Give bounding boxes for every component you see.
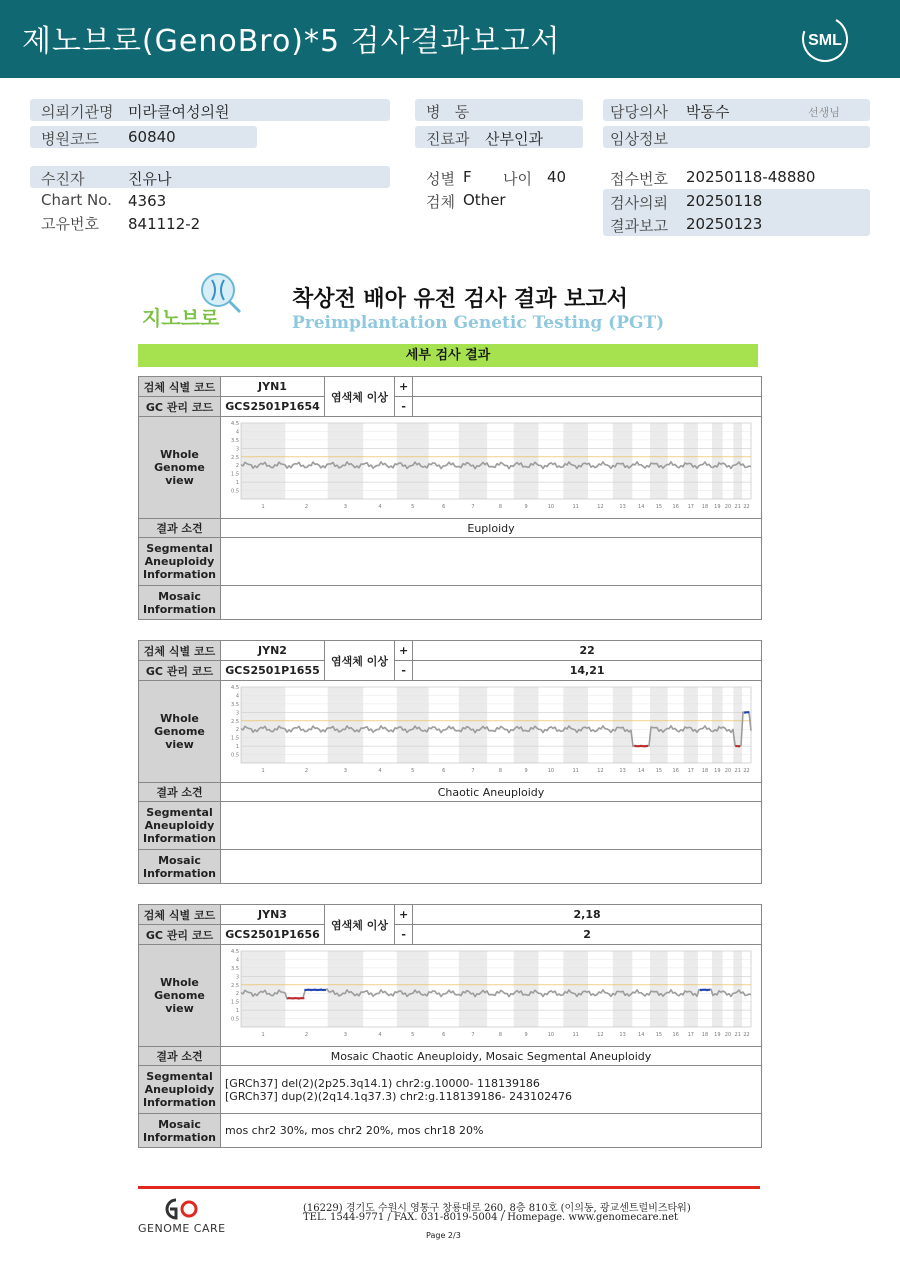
x-tick-label: 19 — [714, 768, 721, 774]
x-tick-label: 8 — [498, 504, 503, 510]
chromosome-band — [514, 423, 539, 499]
plus-value: 2,18 — [413, 905, 762, 925]
x-tick-label: 5 — [411, 1032, 415, 1038]
sample-table-2 — [138, 640, 762, 884]
genome-plot-3 — [225, 945, 757, 1043]
gc-code-value: GCS2501P1656 — [221, 925, 325, 945]
x-tick-label: 7 — [471, 1032, 475, 1038]
dept-label: 진료과 — [426, 130, 470, 148]
plus-label: + — [395, 905, 413, 925]
result-label: 결과 소견 — [139, 783, 221, 802]
chart-no-label: Chart No. — [41, 191, 112, 209]
mosaic-label: Mosaic Information — [139, 1114, 221, 1148]
x-tick-label: 9 — [524, 768, 528, 774]
y-tick-label: 3.5 — [231, 965, 239, 972]
genome-plot-cell — [221, 681, 762, 783]
doctor-label: 담당의사 — [610, 103, 668, 121]
plot-frame — [241, 423, 751, 499]
y-tick-label: 2 — [235, 463, 239, 470]
plus-label: + — [395, 641, 413, 661]
patient-name-label: 수진자 — [41, 170, 85, 188]
minus-value: 2 — [413, 925, 762, 945]
sample-code-value: JYN2 — [221, 641, 325, 661]
hospital-code-value: 60840 — [128, 128, 176, 146]
x-tick-label: 22 — [743, 768, 750, 774]
genome-plot-2 — [225, 681, 757, 779]
chromosome-band — [328, 423, 363, 499]
chromosome-band — [712, 423, 723, 499]
y-tick-label: 4 — [235, 429, 239, 436]
x-tick-label: 15 — [655, 504, 663, 510]
x-tick-label: 18 — [701, 768, 709, 774]
ward-label: 병 동 — [426, 103, 470, 121]
chromosome-band — [733, 687, 742, 763]
unique-id-label: 고유번호 — [41, 215, 99, 233]
x-tick-label: 14 — [638, 504, 645, 510]
footer-contact: TEL. 1544-9771 / FAX. 031-8019-5004 / Homepage. www.genomecare.net — [303, 1212, 679, 1223]
x-tick-label: 15 — [655, 1032, 663, 1038]
x-tick-label: 6 — [442, 1032, 446, 1038]
x-tick-label: 7 — [471, 504, 475, 510]
dept-value: 산부인과 — [485, 130, 543, 148]
receipt-value: 20250118-48880 — [686, 168, 816, 186]
x-tick-label: 2 — [304, 768, 309, 774]
y-tick-label: 4 — [235, 693, 239, 700]
genobro-logo-text: 지노브로 — [142, 306, 220, 330]
x-tick-label: 17 — [687, 768, 694, 774]
chromosome-band — [514, 951, 539, 1027]
y-tick-label: 0.5 — [231, 1016, 239, 1023]
x-tick-label: 9 — [524, 1032, 528, 1038]
x-tick-label: 7 — [471, 768, 475, 774]
x-tick-label: 10 — [547, 1032, 555, 1038]
institution-value: 미라클여성의원 — [128, 103, 230, 121]
institution-label: 의뢰기관명 — [41, 103, 114, 121]
segmental-label: Segmental Aneuploidy Information — [139, 802, 221, 850]
gc-code-label: GC 관리 코드 — [139, 661, 221, 681]
y-tick-label: 2.5 — [231, 718, 239, 725]
x-tick-label: 2 — [304, 504, 309, 510]
chromosome-band — [459, 687, 487, 763]
x-tick-label: 14 — [638, 1032, 645, 1038]
y-tick-label: 4 — [235, 957, 239, 964]
result-value: Mosaic Chaotic Aneuploidy, Mosaic Segmental Aneuploidy — [221, 1047, 762, 1066]
segmental-value — [221, 1066, 762, 1114]
chromosome-band — [241, 687, 285, 763]
age-label: 나이 — [503, 170, 532, 188]
chromosome-band — [684, 951, 698, 1027]
sml-logo-text: SML — [808, 32, 842, 49]
chromosome-band — [563, 423, 588, 499]
mosaic-label: Mosaic Information — [139, 850, 221, 884]
chromosome-band — [650, 687, 668, 763]
x-tick-label: 20 — [724, 504, 732, 510]
patient-name-value: 진유나 — [128, 170, 172, 188]
x-tick-label: 2 — [304, 1032, 309, 1038]
mosaic-value: mos chr2 30%, mos chr2 20%, mos chr18 20% — [221, 1114, 762, 1148]
x-tick-label: 8 — [498, 1032, 503, 1038]
specimen-label: 검체 — [426, 193, 455, 211]
x-tick-label: 1 — [261, 768, 265, 774]
x-tick-label: 10 — [547, 504, 555, 510]
y-tick-label: 1.5 — [231, 999, 239, 1006]
gc-code-label: GC 관리 코드 — [139, 397, 221, 417]
chrom-abn-label: 염색체 이상 — [325, 641, 395, 681]
gc-code-label: GC 관리 코드 — [139, 925, 221, 945]
x-tick-label: 4 — [378, 504, 382, 510]
header-bar — [0, 0, 900, 78]
x-tick-label: 9 — [524, 504, 528, 510]
chromosome-band — [241, 951, 285, 1027]
mosaic-value — [221, 586, 762, 620]
y-tick-label: 0.5 — [231, 488, 239, 495]
y-tick-label: 3 — [235, 710, 239, 717]
doctor-suffix: 선생님 — [808, 106, 840, 119]
y-tick-label: 4.5 — [231, 421, 239, 427]
sex-value: F — [463, 168, 472, 186]
x-tick-label: 12 — [597, 504, 604, 510]
chromosome-band — [241, 423, 285, 499]
genomecare-logo-icon — [160, 1196, 202, 1222]
chart-no-value: 4363 — [128, 192, 167, 210]
mosaic-value — [221, 850, 762, 884]
y-tick-label: 4.5 — [231, 685, 239, 691]
x-tick-label: 1 — [261, 504, 265, 510]
section-header: 세부 검사 결과 — [138, 344, 758, 367]
y-tick-label: 2.5 — [231, 454, 239, 461]
x-tick-label: 11 — [572, 1032, 579, 1038]
x-tick-label: 16 — [672, 504, 679, 510]
y-tick-label: 2 — [235, 991, 239, 998]
chromosome-band — [563, 687, 588, 763]
plus-value — [413, 377, 762, 397]
unique-id-value: 841112-2 — [128, 215, 201, 233]
genome-plot-cell — [221, 945, 762, 1047]
y-tick-label: 3 — [235, 974, 239, 981]
whole-genome-label: Whole Genome view — [139, 681, 221, 783]
x-tick-label: 6 — [442, 768, 446, 774]
x-tick-label: 22 — [743, 1032, 750, 1038]
report-title-kr: 착상전 배아 유전 검사 결과 보고서 — [292, 287, 628, 312]
sample-code-value: JYN1 — [221, 377, 325, 397]
y-tick-label: 4.5 — [231, 949, 239, 955]
footer-divider — [138, 1186, 760, 1189]
chromosome-band — [459, 423, 487, 499]
x-tick-label: 13 — [619, 504, 626, 510]
hospital-code-label: 병원코드 — [41, 130, 99, 148]
x-tick-label: 14 — [638, 768, 645, 774]
chromosome-band — [613, 423, 632, 499]
chromosome-band — [650, 423, 668, 499]
chromosome-band — [397, 423, 429, 499]
x-tick-label: 3 — [343, 768, 348, 774]
y-tick-label: 0.5 — [231, 752, 239, 759]
x-tick-label: 17 — [687, 1032, 694, 1038]
request-date-label: 검사의뢰 — [610, 194, 668, 212]
receipt-label: 접수번호 — [610, 170, 668, 188]
x-tick-label: 16 — [672, 1032, 679, 1038]
age-value: 40 — [547, 168, 567, 186]
x-tick-label: 5 — [411, 504, 415, 510]
x-tick-label: 10 — [547, 768, 555, 774]
segmental-line: [GRCh37] del(2)(2p25.3q14.1) chr2:g.10000- 118139186 — [225, 1076, 540, 1090]
chromosome-band — [397, 687, 429, 763]
segmental-line: [GRCh37] dup(2)(2q14.1q37.3) chr2:g.118139186- 243102476 — [225, 1089, 573, 1103]
report-title-en: Preimplantation Genetic Testing (PGT) — [292, 313, 665, 333]
page-number: Page 2/3 — [426, 1231, 461, 1240]
sample-code-label: 검체 식별 코드 — [139, 641, 221, 661]
chromosome-band — [733, 951, 742, 1027]
y-tick-label: 1 — [235, 1008, 239, 1015]
y-tick-label: 1 — [235, 480, 239, 487]
segmental-value — [221, 538, 762, 586]
segmental-label: Segmental Aneuploidy Information — [139, 538, 221, 586]
x-tick-label: 13 — [619, 768, 626, 774]
report-date-value: 20250123 — [686, 215, 763, 233]
x-tick-label: 12 — [597, 1032, 604, 1038]
chromosome-band — [328, 951, 363, 1027]
chromosome-band — [684, 687, 698, 763]
sample-code-label: 검체 식별 코드 — [139, 377, 221, 397]
chromosome-band — [613, 951, 632, 1027]
segmental-value — [221, 802, 762, 850]
y-tick-label: 1 — [235, 744, 239, 751]
y-tick-label: 3.5 — [231, 437, 239, 444]
chromosome-band — [514, 687, 539, 763]
x-tick-label: 20 — [724, 768, 732, 774]
chromosome-band — [397, 951, 429, 1027]
whole-genome-label: Whole Genome view — [139, 417, 221, 519]
y-tick-label: 1.5 — [231, 735, 239, 742]
x-tick-label: 21 — [734, 768, 741, 774]
x-tick-label: 18 — [701, 1032, 709, 1038]
result-value: Chaotic Aneuploidy — [221, 783, 762, 802]
genomecare-name: GENOME CARE — [138, 1222, 226, 1235]
minus-label: - — [395, 925, 413, 945]
x-tick-label: 8 — [498, 768, 503, 774]
x-tick-label: 3 — [343, 504, 348, 510]
x-tick-label: 6 — [442, 504, 446, 510]
x-tick-label: 5 — [411, 768, 415, 774]
chromosome-band — [684, 423, 698, 499]
x-tick-label: 16 — [672, 768, 679, 774]
chromosome-band — [613, 687, 632, 763]
chromosome-band — [712, 687, 723, 763]
result-value: Euploidy — [221, 519, 762, 538]
minus-value: 14,21 — [413, 661, 762, 681]
gc-code-value: GCS2501P1655 — [221, 661, 325, 681]
minus-label: - — [395, 397, 413, 417]
x-tick-label: 19 — [714, 504, 721, 510]
chrom-abn-label: 염색체 이상 — [325, 377, 395, 417]
result-label: 결과 소견 — [139, 1047, 221, 1066]
chrom-abn-label: 염색체 이상 — [325, 905, 395, 945]
doctor-value: 박동수 — [686, 103, 730, 121]
plus-label: + — [395, 377, 413, 397]
x-tick-label: 15 — [655, 768, 663, 774]
x-tick-label: 4 — [378, 768, 382, 774]
x-tick-label: 12 — [597, 768, 604, 774]
x-tick-label: 11 — [572, 768, 579, 774]
x-tick-label: 21 — [734, 504, 741, 510]
genobro-logo — [140, 270, 250, 332]
page-title: 제노브로(GenoBro)*5 검사결과보고서 — [22, 24, 561, 59]
x-tick-label: 13 — [619, 1032, 626, 1038]
chromosome-band — [650, 951, 668, 1027]
chromosome-band — [733, 423, 742, 499]
sex-label: 성별 — [426, 170, 455, 188]
x-tick-label: 3 — [343, 1032, 348, 1038]
clinical-label: 임상정보 — [610, 130, 668, 148]
result-label: 결과 소견 — [139, 519, 221, 538]
gc-code-value: GCS2501P1654 — [221, 397, 325, 417]
chromosome-band — [563, 951, 588, 1027]
genome-plot-1 — [225, 417, 757, 515]
sample-code-label: 검체 식별 코드 — [139, 905, 221, 925]
minus-label: - — [395, 661, 413, 681]
x-tick-label: 4 — [378, 1032, 382, 1038]
plot-frame — [241, 687, 751, 763]
segmental-label: Segmental Aneuploidy Information — [139, 1066, 221, 1114]
genome-plot-cell — [221, 417, 762, 519]
sml-logo — [800, 14, 850, 64]
y-tick-label: 3.5 — [231, 701, 239, 708]
x-tick-label: 19 — [714, 1032, 721, 1038]
sample-table-1 — [138, 376, 762, 620]
specimen-value: Other — [463, 191, 506, 209]
x-tick-label: 17 — [687, 504, 694, 510]
whole-genome-label: Whole Genome view — [139, 945, 221, 1047]
mosaic-label: Mosaic Information — [139, 586, 221, 620]
chromosome-band — [328, 687, 363, 763]
sample-code-value: JYN3 — [221, 905, 325, 925]
sample-table-3 — [138, 904, 762, 1148]
y-tick-label: 2.5 — [231, 982, 239, 989]
x-tick-label: 22 — [743, 504, 750, 510]
y-tick-label: 3 — [235, 446, 239, 453]
plus-value: 22 — [413, 641, 762, 661]
x-tick-label: 11 — [572, 504, 579, 510]
y-tick-label: 2 — [235, 727, 239, 734]
footer-address: (16229) 경기도 수원시 영통구 창룡대로 260, 8층 810호 (이의동, 광교센트럴비즈타워) — [303, 1203, 691, 1214]
y-tick-label: 1.5 — [231, 471, 239, 478]
chromosome-band — [712, 951, 723, 1027]
report-date-label: 결과보고 — [610, 217, 668, 235]
x-tick-label: 18 — [701, 504, 709, 510]
x-tick-label: 1 — [261, 1032, 265, 1038]
x-tick-label: 21 — [734, 1032, 741, 1038]
request-date-value: 20250118 — [686, 192, 763, 210]
x-tick-label: 20 — [724, 1032, 732, 1038]
minus-value — [413, 397, 762, 417]
chromosome-band — [459, 951, 487, 1027]
